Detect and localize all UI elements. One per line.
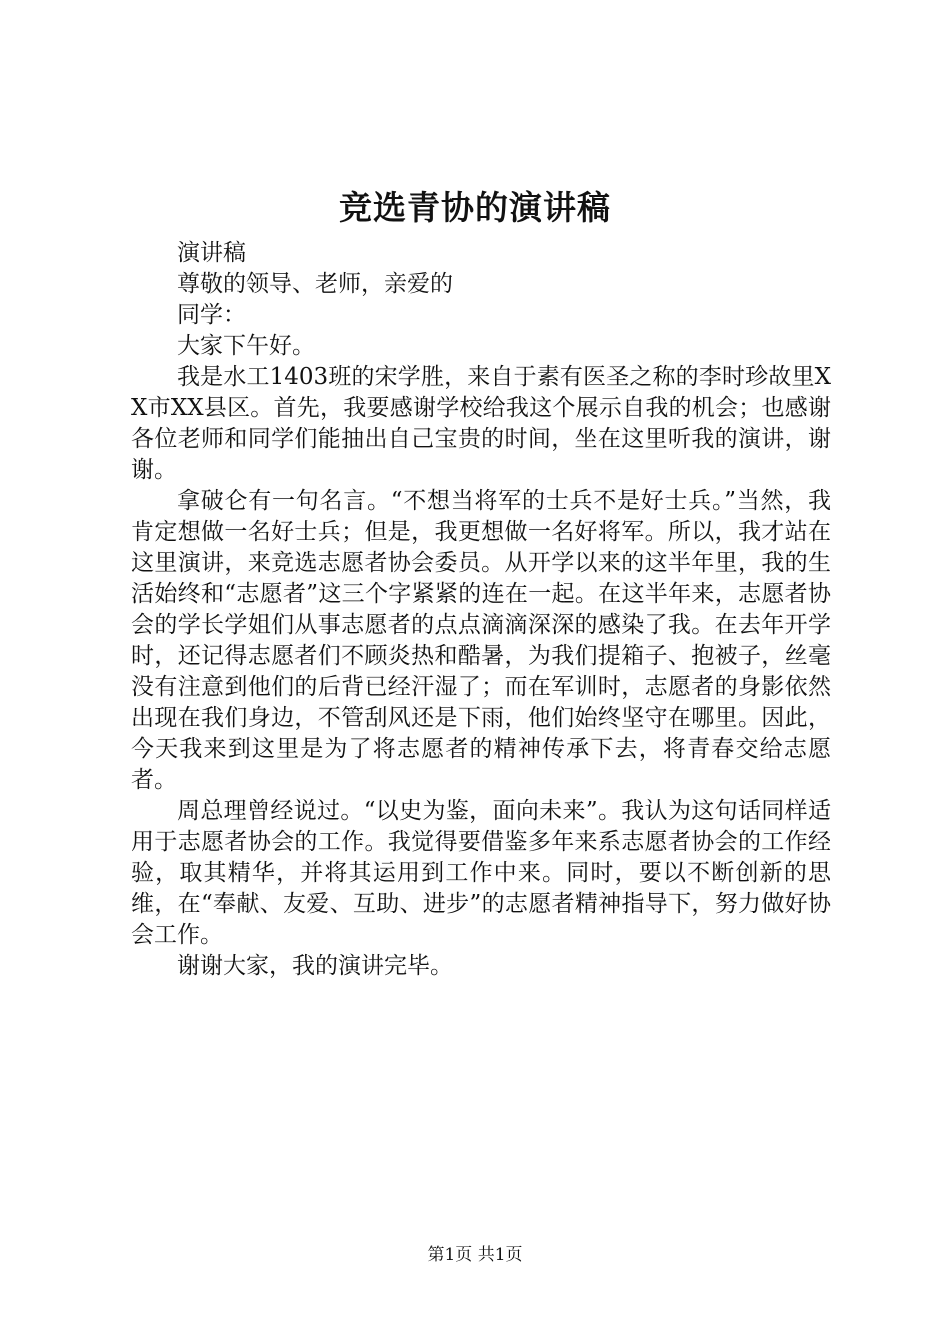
paragraph-closing: 谢谢大家，我的演讲完毕。: [177, 953, 453, 979]
document-title: 竞选青协的演讲稿: [339, 188, 611, 227]
document-body: [131, 238, 831, 982]
paragraph-greeting: 大家下午好。: [177, 333, 315, 359]
paragraph-intro: 我是水工1403班的宋学胜，来自于素有医圣之称的李时珍故里XX市XX县区。首先，我要感谢学校给我这个展示自我的机会；也感谢各位老师和同学们能抽出自己宝贵的时间，坐在这里听我的演讲，谢谢。: [131, 364, 831, 483]
paragraph-salutation-cont: 同学：: [177, 302, 246, 328]
paragraph-heading: 演讲稿: [177, 240, 246, 266]
paragraph-motivation: 拿破仑有一句名言。“不想当将军的士兵不是好士兵。”当然，我肯定想做一名好士兵；但是，我更想做一名好将军。所以，我才站在这里演讲，来竞选志愿者协会委员。从开学以来的这半年里，我的生活始终和“志愿者”这三个字紧紧的连在一起。在这半年来，志愿者协会的学长学姐们从事志愿者的点点滴滴深深的感染了我。在去年开学时，还记得志愿者们不顾炎热和酷暑，为我们提箱子、抱被子，丝毫没有注意到他们的后背已经汗湿了；而在军训时，志愿者的身影依然出现在我们身边，不管刮风还是下雨，他们始终坚守在哪里。因此，今天我来到这里是为了将志愿者的精神传承下去，将青春交给志愿者。: [131, 488, 831, 793]
paragraph-plan: 周总理曾经说过。“以史为鉴，面向未来”。我认为这句话同样适用于志愿者协会的工作。我觉得要借鉴多年来系志愿者协会的工作经验，取其精华，并将其运用到工作中来。同时，要以不断创新的思维，在“奉献、友爱、互助、进步”的志愿者精神指导下，努力做好协会工作。: [131, 798, 831, 948]
page-footer: 第1页 共1页: [427, 1245, 523, 1265]
paragraph-salutation: 尊敬的领导、老师，亲爱的: [177, 271, 453, 297]
